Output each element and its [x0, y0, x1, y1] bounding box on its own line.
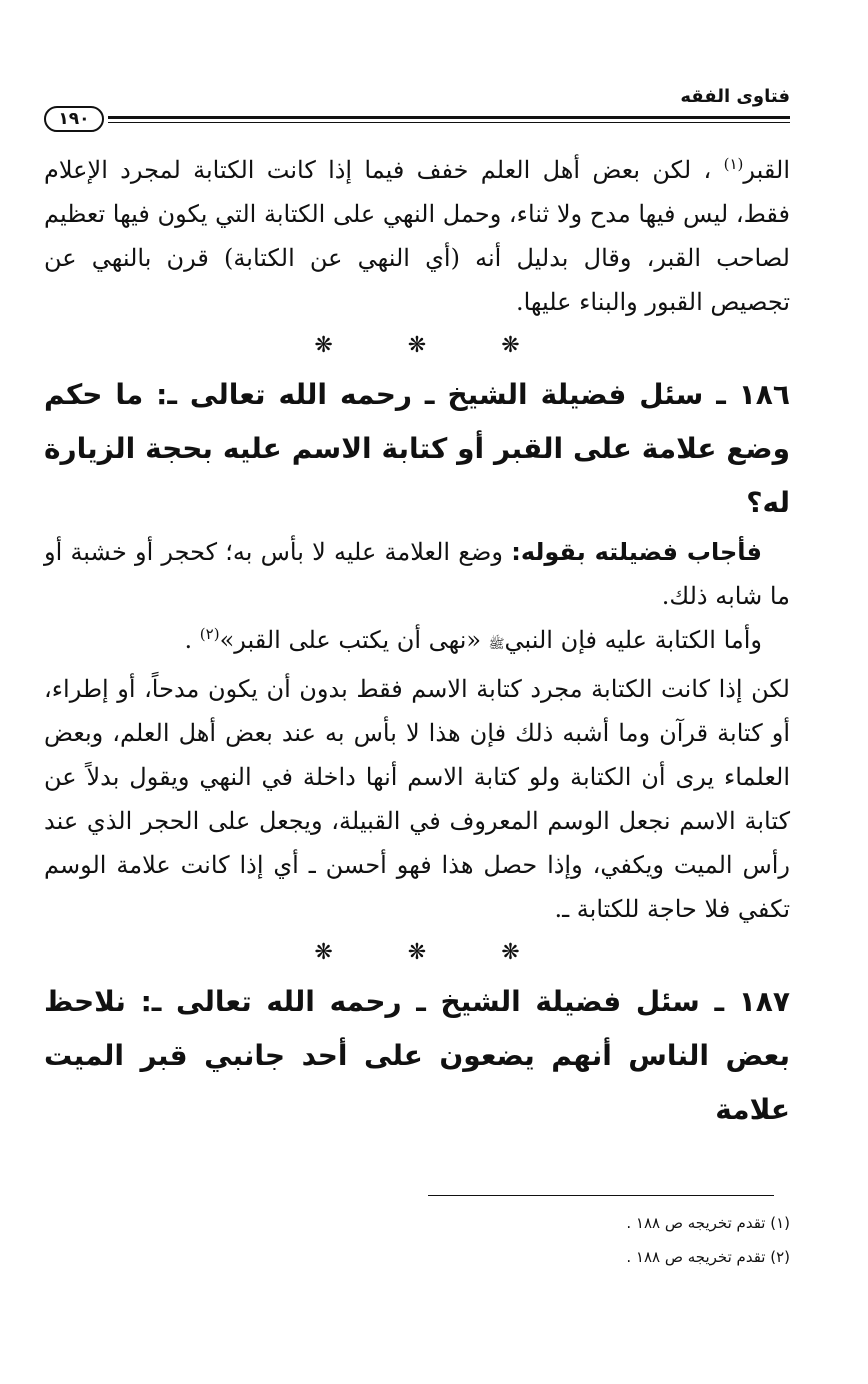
- section-separator: ❋ ❋ ❋: [314, 333, 554, 358]
- question-186: ١٨٦ ـ سئل فضيلة الشيخ ـ رحمه الله تعالى ـ: ما حكم وضع علامة على القبر أو كتابة الاسم عليه بحجة الزيارة له؟: [44, 378, 790, 519]
- paragraph-text: القبر: [743, 156, 790, 184]
- answer-text: وضع العلامة عليه لا بأس به؛ كحجر أو خشبة أو ما شابه ذلك.: [44, 538, 790, 610]
- paragraph-text: وأما الكتابة عليه فإن النبي: [504, 626, 762, 654]
- question-187: ١٨٧ ـ سئل فضيلة الشيخ ـ رحمه الله تعالى ـ: نلاحظ بعض الناس أنهم يضعون على أحد جانبي قبر الميت علامة: [44, 985, 790, 1126]
- paragraph-writing: [44, 618, 790, 667]
- footnote-rule: [428, 1195, 774, 1196]
- footnote-ref: (٢): [199, 625, 220, 643]
- page-content: [44, 148, 790, 1137]
- footnotes: [44, 1206, 790, 1274]
- header-rule: [108, 116, 790, 119]
- hadith-quote: «نهى أن يكتب على القبر»: [219, 626, 482, 654]
- book-title: فتاوى الفقه: [680, 86, 790, 107]
- honorific-glyph: ﷺ: [488, 637, 505, 652]
- footnote-ref: (١): [723, 155, 744, 173]
- paragraph-continuation: [44, 148, 790, 324]
- paragraph-explanation: لكن إذا كانت الكتابة مجرد كتابة الاسم فقط بدون أن يكون مدحاً، أو إطراء، أو كتابة قرآن وما أشبه ذلك فإن هذا لا بأس به عند بعض أهل العلم، وبعض العلماء يرى أن الكتابة ولو كتابة الاسم أنها داخلة في النهي ويقول بدلاً عن كتابة الاسم نجعل الوسم المعروف في القبيلة، ويجعل على الحجر الذي عند رأس الميت ويكفي، وإذا حصل هذا فهو أحسن ـ أي إذا كانت علامة الوسم تكفي فلا حاجة للكتابة ـ.: [44, 675, 791, 923]
- page-header: [44, 84, 790, 134]
- footnote: (١) تقدم تخريجه ص ١٨٨ .: [626, 1214, 790, 1232]
- answer-lead: فأجاب فضيلته بقوله:: [511, 538, 762, 566]
- footnote: (٢) تقدم تخريجه ص ١٨٨ .: [626, 1248, 790, 1266]
- page-number: ١٩٠: [44, 106, 104, 132]
- section-separator: ❋ ❋ ❋: [314, 940, 554, 965]
- paragraph-text: .: [184, 626, 193, 654]
- answer-paragraph: [44, 530, 790, 618]
- paragraph-text: ، لكن بعض أهل العلم خفف فيما إذا كانت الكتابة لمجرد الإعلام فقط، ليس فيها مدح ولا ثناء، وحمل النهي على الكتابة التي يكون فيها تعظيم لصاحب القبر، وقال بدليل أنه (أي النهي عن الكتابة) قرن بالنهي عن تجصيص القبور والبناء عليها.: [44, 156, 790, 316]
- header-rule-thin: [108, 122, 790, 123]
